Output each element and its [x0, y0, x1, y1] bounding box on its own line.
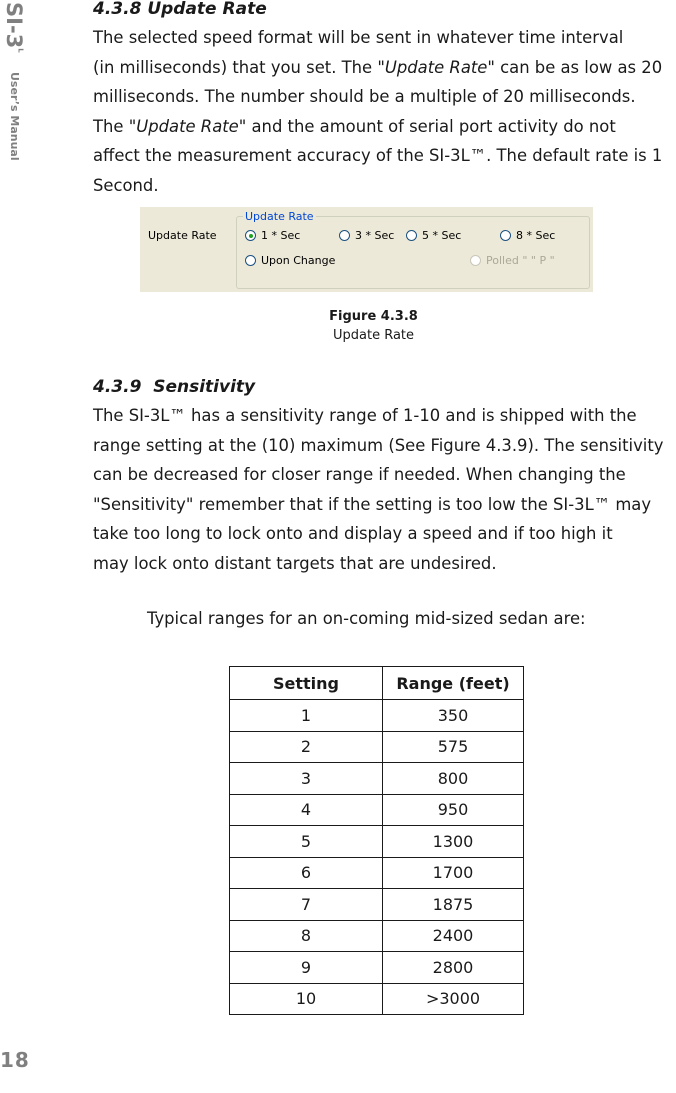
update-rate-group-title: Update Rate: [245, 210, 314, 223]
update-rate-group: [236, 210, 590, 289]
table-row: [230, 857, 524, 889]
radio-label: Upon Change: [261, 254, 336, 267]
table-row: [230, 952, 524, 984]
header-setting: Setting: [230, 667, 383, 700]
setting-cell: 2: [230, 731, 383, 763]
sensitivity-range-table: [229, 666, 524, 1015]
table-row: [230, 826, 524, 858]
radio-icon[interactable]: [339, 230, 350, 241]
update-rate-option[interactable]: [245, 254, 335, 267]
running-title-trademark: L: [16, 48, 25, 53]
range-cell: 950: [383, 794, 524, 826]
range-cell: >3000: [383, 983, 524, 1015]
text-segment: The selected speed format will be sent in whatever time interval: [93, 28, 624, 47]
figure-caption-title: Figure 4.3.8: [329, 309, 418, 324]
update-rate-option[interactable]: [500, 229, 555, 242]
setting-cell: 3: [230, 763, 383, 795]
paragraph-line: The SI-3L™ has a sensitivity range of 1-10 and is shipped with the: [93, 406, 637, 425]
text-segment: milliseconds. The number should be a multiple of 20 milliseconds.: [93, 87, 636, 106]
paragraph-line: may lock onto distant targets that are undesired.: [93, 553, 497, 573]
radio-label: 5 * Sec: [422, 229, 462, 242]
radio-label: 3 * Sec: [355, 229, 395, 242]
radio-icon: [470, 255, 481, 266]
page-number: 18: [0, 1048, 30, 1072]
setting-cell: 8: [230, 920, 383, 952]
section-438-body: [93, 23, 676, 200]
setting-cell: 10: [230, 983, 383, 1015]
radio-icon[interactable]: [245, 255, 256, 266]
text-segment: affect the measurement accuracy of the SI-3L™. The default rate is 1: [93, 146, 663, 165]
section-439-heading: 4.3.9 Sensitivity: [93, 377, 256, 397]
update-rate-option[interactable]: [406, 229, 461, 242]
table-header-row: [230, 667, 524, 700]
section-439-body: [93, 401, 676, 578]
range-cell: 1875: [383, 889, 524, 921]
paragraph-line: [93, 23, 676, 53]
paragraph-line: "Sensitivity" remember that if the setting is too low the SI-3L™ may: [93, 494, 652, 514]
table-row: [230, 889, 524, 921]
update-rate-figure: [140, 207, 593, 292]
range-cell: 2800: [383, 952, 524, 984]
text-segment: (in milliseconds) that you set. The ": [93, 57, 385, 77]
update-rate-option[interactable]: [339, 229, 394, 242]
radio-label: 8 * Sec: [516, 229, 556, 242]
range-cell: 350: [383, 700, 524, 732]
paragraph-line: [93, 141, 676, 171]
setting-cell: 7: [230, 889, 383, 921]
figure-row-label: Update Rate: [148, 229, 217, 242]
setting-cell: 4: [230, 794, 383, 826]
update-rate-option: [470, 254, 555, 267]
radio-icon[interactable]: [500, 230, 511, 241]
setting-cell: 6: [230, 857, 383, 889]
italic-term: Update Rate": [136, 116, 247, 136]
setting-cell: 9: [230, 952, 383, 984]
text-segment: The ": [93, 116, 137, 136]
running-title-manual: User’s Manual: [8, 71, 21, 161]
paragraph-line: range setting at the (10) maximum (See Figure 4.3.9). The sensitivity: [93, 435, 664, 455]
paragraph-line: take too long to lock onto and display a speed and if too high it: [93, 524, 613, 543]
table-row: [230, 763, 524, 795]
table-row: [230, 700, 524, 732]
table-row: [230, 731, 524, 763]
range-cell: 1700: [383, 857, 524, 889]
text-segment: Second.: [93, 175, 159, 195]
text-segment: can be as low as 20: [494, 57, 663, 77]
radio-icon[interactable]: [245, 230, 256, 241]
setting-cell: 5: [230, 826, 383, 858]
range-cell: 2400: [383, 920, 524, 952]
italic-term: Update Rate": [384, 57, 495, 77]
range-cell: 575: [383, 731, 524, 763]
setting-cell: 1: [230, 700, 383, 732]
table-row: [230, 983, 524, 1015]
paragraph-line: [93, 53, 676, 83]
figure-caption-subtitle: Update Rate: [332, 328, 415, 343]
table-row: [230, 920, 524, 952]
table-row: [230, 794, 524, 826]
paragraph-line: [93, 82, 676, 112]
header-range: Range (feet): [383, 667, 524, 700]
page-content: [93, 0, 676, 200]
running-title-product: SI-3: [2, 2, 26, 49]
typical-ranges-intro: Typical ranges for an on-coming mid-sized sedan are:: [147, 609, 586, 628]
running-title: [2, 2, 26, 160]
section-439: [93, 376, 676, 578]
paragraph-line: can be decreased for closer range if needed. When changing the: [93, 465, 626, 484]
paragraph-line: [93, 171, 676, 201]
radio-icon[interactable]: [406, 230, 417, 241]
figure-caption: [0, 307, 676, 345]
range-cell: 800: [383, 763, 524, 795]
radio-label: 1 * Sec: [261, 229, 301, 242]
range-cell: 1300: [383, 826, 524, 858]
update-rate-option[interactable]: [245, 229, 300, 242]
paragraph-line: [93, 112, 676, 142]
radio-label: Polled " " P ": [486, 254, 555, 267]
section-438-heading: 4.3.8 Update Rate: [93, 0, 267, 19]
text-segment: and the amount of serial port activity do not: [246, 116, 616, 136]
